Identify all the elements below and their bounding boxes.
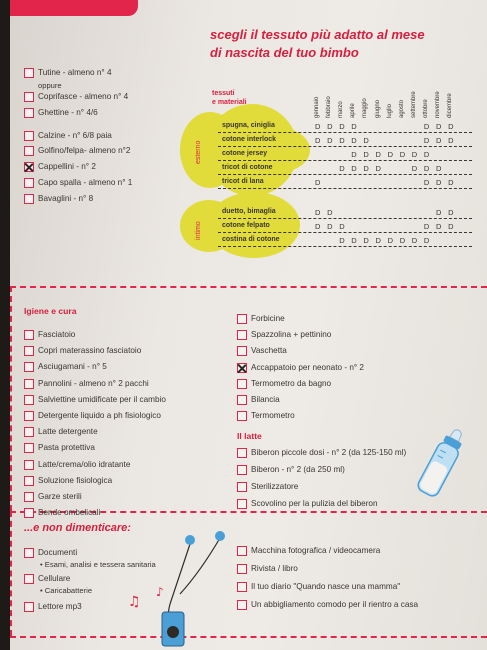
checkbox[interactable] bbox=[237, 499, 247, 509]
milk-item[interactable] bbox=[237, 448, 406, 458]
clothing-item[interactable] bbox=[24, 68, 112, 78]
fabric-row-label: tricot di cotone bbox=[222, 164, 273, 171]
checklist-item-label: Bavaglini - n° 8 bbox=[38, 194, 94, 203]
hygiene-item[interactable] bbox=[24, 443, 95, 453]
hygiene-item[interactable] bbox=[24, 362, 107, 372]
month-label: gennaio bbox=[314, 96, 320, 118]
svg-text:♫: ♫ bbox=[128, 594, 141, 610]
month-suitable-mark: D bbox=[363, 150, 369, 159]
checklist-item-label: Biberon piccole dosi - n° 2 (da 125-150 ml) bbox=[251, 448, 407, 457]
checklist-item-label: Detergente liquido a ph fisiologico bbox=[38, 411, 161, 420]
reminder-item[interactable] bbox=[237, 564, 298, 574]
reminder-title: ...e non dimenticare: bbox=[24, 522, 131, 534]
checklist-item-label: Coprifasce - almeno n° 4 bbox=[38, 92, 129, 101]
checkbox[interactable] bbox=[237, 465, 247, 475]
month-suitable-mark: D bbox=[339, 236, 345, 245]
hygiene-item[interactable] bbox=[24, 427, 98, 437]
checkbox[interactable] bbox=[237, 411, 247, 421]
checklist-item-label: Forbicine bbox=[251, 314, 285, 323]
month-suitable-mark: D bbox=[327, 136, 333, 145]
checkbox[interactable] bbox=[237, 482, 247, 492]
checkbox[interactable] bbox=[24, 379, 34, 389]
top-red-tab bbox=[10, 0, 138, 16]
fabric-row-divider bbox=[218, 132, 472, 133]
fabric-row-divider bbox=[218, 146, 472, 147]
month-label: maggio bbox=[362, 98, 369, 118]
baby-bottle-icon bbox=[410, 424, 472, 504]
month-suitable-mark: D bbox=[436, 178, 442, 187]
month-suitable-mark: D bbox=[363, 164, 369, 173]
checklist-item-label: Termometro da bagno bbox=[251, 378, 332, 388]
checkbox[interactable] bbox=[24, 178, 34, 188]
left-dash-border bbox=[10, 286, 12, 511]
month-label: novembre bbox=[435, 91, 441, 118]
fabric-row-label: spugna, ciniglia bbox=[222, 122, 275, 129]
month-suitable-mark: D bbox=[339, 222, 345, 231]
clothing-oppure: oppure bbox=[38, 81, 62, 90]
month-suitable-mark: D bbox=[315, 208, 321, 217]
checklist-item-label: Bende ombelicali bbox=[38, 508, 101, 518]
fabric-header-line1: tessuti bbox=[212, 90, 235, 97]
checkbox[interactable] bbox=[24, 92, 34, 102]
milk-title: Il latte bbox=[237, 431, 262, 441]
clothing-item[interactable] bbox=[24, 178, 132, 188]
checklist-item-label: Fasciatoio bbox=[38, 330, 76, 339]
checkbox[interactable] bbox=[24, 548, 34, 558]
hygiene-item[interactable] bbox=[237, 330, 331, 340]
month-suitable-mark: D bbox=[399, 236, 406, 245]
checklist-item-label: Sterilizzatore bbox=[251, 482, 299, 491]
fabric-row-label: duetto, bimaglia bbox=[222, 208, 276, 215]
checkbox[interactable] bbox=[24, 194, 34, 204]
checkbox[interactable] bbox=[237, 448, 247, 458]
milk-item[interactable] bbox=[237, 482, 298, 492]
checklist-item-label: Latte detergente bbox=[38, 427, 98, 437]
checkbox[interactable] bbox=[24, 108, 34, 118]
checkbox[interactable] bbox=[24, 574, 34, 584]
checkbox[interactable] bbox=[237, 564, 247, 574]
month-suitable-mark: D bbox=[363, 136, 369, 145]
checklist-item-label: Lettore mp3 bbox=[38, 602, 82, 611]
clothing-item[interactable] bbox=[24, 108, 98, 118]
checklist-item-label: Accappatoio per neonato - n° 2 bbox=[251, 362, 364, 372]
fabric-row-label: cotone felpato bbox=[222, 222, 270, 229]
clothing-item[interactable] bbox=[24, 131, 112, 141]
checklist-item-label: Tutine - almeno n° 4 bbox=[38, 68, 112, 77]
hygiene-item[interactable] bbox=[24, 346, 141, 356]
fabric-row-divider bbox=[218, 160, 472, 161]
hygiene-item[interactable] bbox=[237, 411, 295, 421]
checkbox[interactable] bbox=[24, 395, 34, 405]
earphones-icon bbox=[120, 530, 230, 650]
checkbox[interactable] bbox=[237, 314, 247, 324]
clothing-item[interactable] bbox=[24, 146, 130, 156]
clothing-item[interactable] bbox=[24, 92, 128, 102]
month-suitable-mark: D bbox=[315, 136, 321, 145]
checkbox[interactable] bbox=[24, 460, 34, 470]
hygiene-item[interactable] bbox=[237, 346, 287, 356]
month-suitable-mark: D bbox=[327, 208, 333, 217]
hygiene-item[interactable] bbox=[24, 379, 149, 389]
reminder-item[interactable] bbox=[237, 600, 418, 610]
fabric-row-label: costina di cotone bbox=[222, 236, 280, 243]
checkbox[interactable] bbox=[24, 362, 34, 372]
month-suitable-mark: D bbox=[387, 236, 394, 245]
checkbox[interactable] bbox=[237, 330, 247, 340]
hygiene-item[interactable] bbox=[237, 379, 331, 389]
month-label: giugno bbox=[374, 99, 381, 118]
fabric-row-divider bbox=[218, 218, 472, 219]
checklist-item-label: Copri materassino fasciatoio bbox=[38, 346, 142, 356]
month-label: dicembre bbox=[447, 93, 454, 118]
reminder-subitem: • Esami, analisi e tessera sanitaria bbox=[40, 560, 156, 569]
hygiene-item[interactable] bbox=[24, 330, 75, 340]
reminder-item[interactable] bbox=[24, 574, 70, 584]
fabric-header-line2: e materiali bbox=[212, 99, 247, 106]
checkbox[interactable] bbox=[24, 492, 34, 502]
checklist-item-label: Il tuo diario "Quando nasce una mamma" bbox=[251, 582, 401, 591]
month-suitable-mark: D bbox=[411, 164, 418, 173]
month-suitable-mark: D bbox=[423, 236, 430, 245]
month-suitable-mark: D bbox=[423, 150, 430, 159]
reminder-item[interactable] bbox=[237, 582, 400, 592]
checkbox[interactable] bbox=[24, 411, 34, 421]
fabric-row-divider bbox=[218, 246, 472, 247]
month-suitable-mark: D bbox=[375, 150, 381, 159]
hygiene-item[interactable] bbox=[24, 460, 130, 470]
checkbox[interactable] bbox=[24, 330, 34, 340]
month-suitable-mark: D bbox=[387, 150, 394, 159]
hygiene-title: Igiene e cura bbox=[24, 306, 77, 316]
checkbox[interactable] bbox=[24, 146, 34, 156]
section-divider-bottom bbox=[10, 636, 487, 638]
clothing-item[interactable] bbox=[24, 162, 96, 172]
fabric-row-divider bbox=[218, 174, 472, 175]
reminder-item[interactable] bbox=[24, 548, 77, 558]
checkbox[interactable] bbox=[24, 602, 34, 612]
month-label: ottobre bbox=[422, 99, 429, 118]
month-suitable-mark: D bbox=[315, 178, 321, 187]
checklist-item-label: Un abbigliamento comodo per il rientro a casa bbox=[251, 600, 419, 609]
hygiene-item[interactable] bbox=[24, 395, 166, 405]
month-suitable-mark: D bbox=[327, 122, 333, 131]
month-suitable-mark: D bbox=[436, 122, 442, 131]
checkbox[interactable] bbox=[24, 476, 34, 486]
month-suitable-mark: D bbox=[448, 122, 454, 131]
checklist-item-label: Salviettine umidificate per il cambio bbox=[38, 394, 166, 404]
checklist-item-label: Golfino/felpa- almeno n°2 bbox=[38, 146, 131, 155]
checklist-item-label: Garze sterili bbox=[38, 492, 82, 501]
hygiene-item[interactable] bbox=[24, 492, 82, 502]
month-suitable-mark: D bbox=[363, 236, 369, 245]
checkbox[interactable] bbox=[237, 546, 247, 556]
checklist-item-label: Bilancia bbox=[251, 395, 280, 404]
checklist-item-label: Vaschetta bbox=[251, 346, 287, 356]
month-suitable-mark: D bbox=[448, 208, 454, 217]
checklist-item-label: Asciugamani - n° 5 bbox=[38, 362, 107, 372]
month-label: luglio bbox=[386, 103, 393, 118]
reminder-subitem: • Caricabatterie bbox=[40, 586, 93, 595]
group-label-outer: esterno bbox=[195, 140, 202, 164]
section-divider-top bbox=[10, 286, 487, 288]
checklist-item-label: Cappellini - n° 2 bbox=[38, 162, 96, 171]
fabric-row-label: cotone jersey bbox=[222, 150, 268, 157]
checklist-item-label: Calzine - n° 6/8 paia bbox=[38, 131, 112, 140]
milk-item[interactable] bbox=[237, 465, 345, 475]
hygiene-item[interactable] bbox=[24, 508, 100, 518]
month-suitable-mark: D bbox=[375, 164, 381, 173]
month-suitable-mark: D bbox=[423, 222, 430, 231]
checklist-item-label: Latte/crema/olio idratante bbox=[38, 459, 131, 469]
month-suitable-mark: D bbox=[351, 236, 357, 245]
checklist-item-label: Rivista / libro bbox=[251, 564, 298, 573]
month-suitable-mark: D bbox=[327, 222, 333, 231]
month-suitable-mark: D bbox=[339, 136, 345, 145]
month-label: marzo bbox=[338, 101, 345, 118]
month-label: settembre bbox=[410, 91, 417, 118]
month-suitable-mark: D bbox=[411, 236, 418, 245]
hygiene-item[interactable] bbox=[24, 476, 112, 486]
month-suitable-mark: D bbox=[339, 164, 345, 173]
hygiene-item[interactable] bbox=[237, 363, 364, 373]
month-suitable-mark: D bbox=[448, 222, 454, 231]
checklist-item-label: Capo spalla - almeno n° 1 bbox=[38, 178, 133, 187]
checkbox[interactable] bbox=[24, 508, 34, 518]
checklist-item-label: Documenti bbox=[38, 548, 78, 557]
month-suitable-mark: D bbox=[315, 122, 321, 131]
hygiene-item[interactable] bbox=[237, 395, 280, 405]
month-suitable-mark: D bbox=[351, 136, 357, 145]
month-suitable-mark: D bbox=[411, 150, 418, 159]
month-suitable-mark: D bbox=[448, 178, 454, 187]
fabric-chart-title-line1: scegli il tessuto più adatto al mese bbox=[210, 27, 425, 42]
month-suitable-mark: D bbox=[351, 164, 357, 173]
month-suitable-mark: D bbox=[423, 136, 430, 145]
month-suitable-mark: D bbox=[436, 136, 442, 145]
month-suitable-mark: D bbox=[351, 150, 357, 159]
hygiene-item[interactable] bbox=[237, 314, 285, 324]
month-suitable-mark: D bbox=[423, 178, 430, 187]
checklist-item-label: Soluzione fisiologica bbox=[38, 475, 113, 485]
month-suitable-mark: D bbox=[399, 150, 406, 159]
checklist-item-label: Pasta protettiva bbox=[38, 443, 95, 453]
month-suitable-mark: D bbox=[315, 222, 321, 231]
fabric-row-divider bbox=[218, 188, 472, 189]
checkbox[interactable] bbox=[24, 427, 34, 437]
checkbox[interactable] bbox=[237, 363, 247, 373]
checklist-item-label: Termometro bbox=[251, 411, 295, 421]
hygiene-item[interactable] bbox=[24, 411, 161, 421]
milk-item[interactable] bbox=[237, 499, 378, 509]
month-suitable-mark: D bbox=[423, 164, 430, 173]
checkbox[interactable] bbox=[237, 395, 247, 405]
checklist-item-label: Cellulare bbox=[38, 574, 71, 583]
checkbox[interactable] bbox=[237, 346, 247, 356]
month-suitable-mark: D bbox=[339, 122, 345, 131]
checklist-item-label: Pannolini - almeno n° 2 pacchi bbox=[38, 378, 149, 388]
checkbox[interactable] bbox=[237, 600, 247, 610]
checklist-item-label: Ghettine - n° 4/6 bbox=[38, 108, 98, 117]
month-suitable-mark: D bbox=[436, 208, 442, 217]
fabric-row-label: tricot di lana bbox=[222, 178, 264, 185]
month-suitable-mark: D bbox=[436, 222, 442, 231]
reminder-item[interactable] bbox=[24, 602, 82, 612]
checkbox[interactable] bbox=[237, 379, 247, 389]
checklist-item-label: Scovolino per la pulizia del biberon bbox=[251, 499, 378, 508]
month-label: agosto bbox=[398, 99, 405, 118]
fabric-chart-title-line2: di nascita del tuo bimbo bbox=[210, 45, 359, 60]
checkbox[interactable] bbox=[24, 443, 34, 453]
checklist-page bbox=[10, 0, 487, 650]
checkbox[interactable] bbox=[237, 582, 247, 592]
checklist-item-label: Spazzolina + pettinino bbox=[251, 330, 332, 340]
month-suitable-mark: D bbox=[351, 122, 357, 131]
checkbox[interactable] bbox=[24, 68, 34, 78]
month-suitable-mark: D bbox=[436, 164, 442, 173]
fabric-row-divider bbox=[218, 232, 472, 233]
svg-text:♪: ♪ bbox=[156, 585, 164, 599]
clothing-item[interactable] bbox=[24, 194, 93, 204]
month-suitable-mark: D bbox=[423, 122, 430, 131]
group-label-inner: intimo bbox=[195, 221, 202, 240]
fabric-row-label: cotone interlock bbox=[222, 136, 277, 143]
month-label: aprile bbox=[350, 103, 357, 118]
left-dash-border-lower bbox=[10, 511, 12, 636]
month-suitable-mark: D bbox=[375, 236, 381, 245]
month-suitable-mark: D bbox=[448, 136, 454, 145]
checklist-item-label: Macchina fotografica / videocamera bbox=[251, 546, 381, 555]
checklist-item-label: Biberon - n° 2 (da 250 ml) bbox=[251, 465, 345, 474]
checkbox[interactable] bbox=[24, 131, 34, 141]
checkbox[interactable] bbox=[24, 162, 34, 172]
reminder-item[interactable] bbox=[237, 546, 380, 556]
month-label: febbraio bbox=[326, 96, 333, 118]
checkbox[interactable] bbox=[24, 346, 34, 356]
